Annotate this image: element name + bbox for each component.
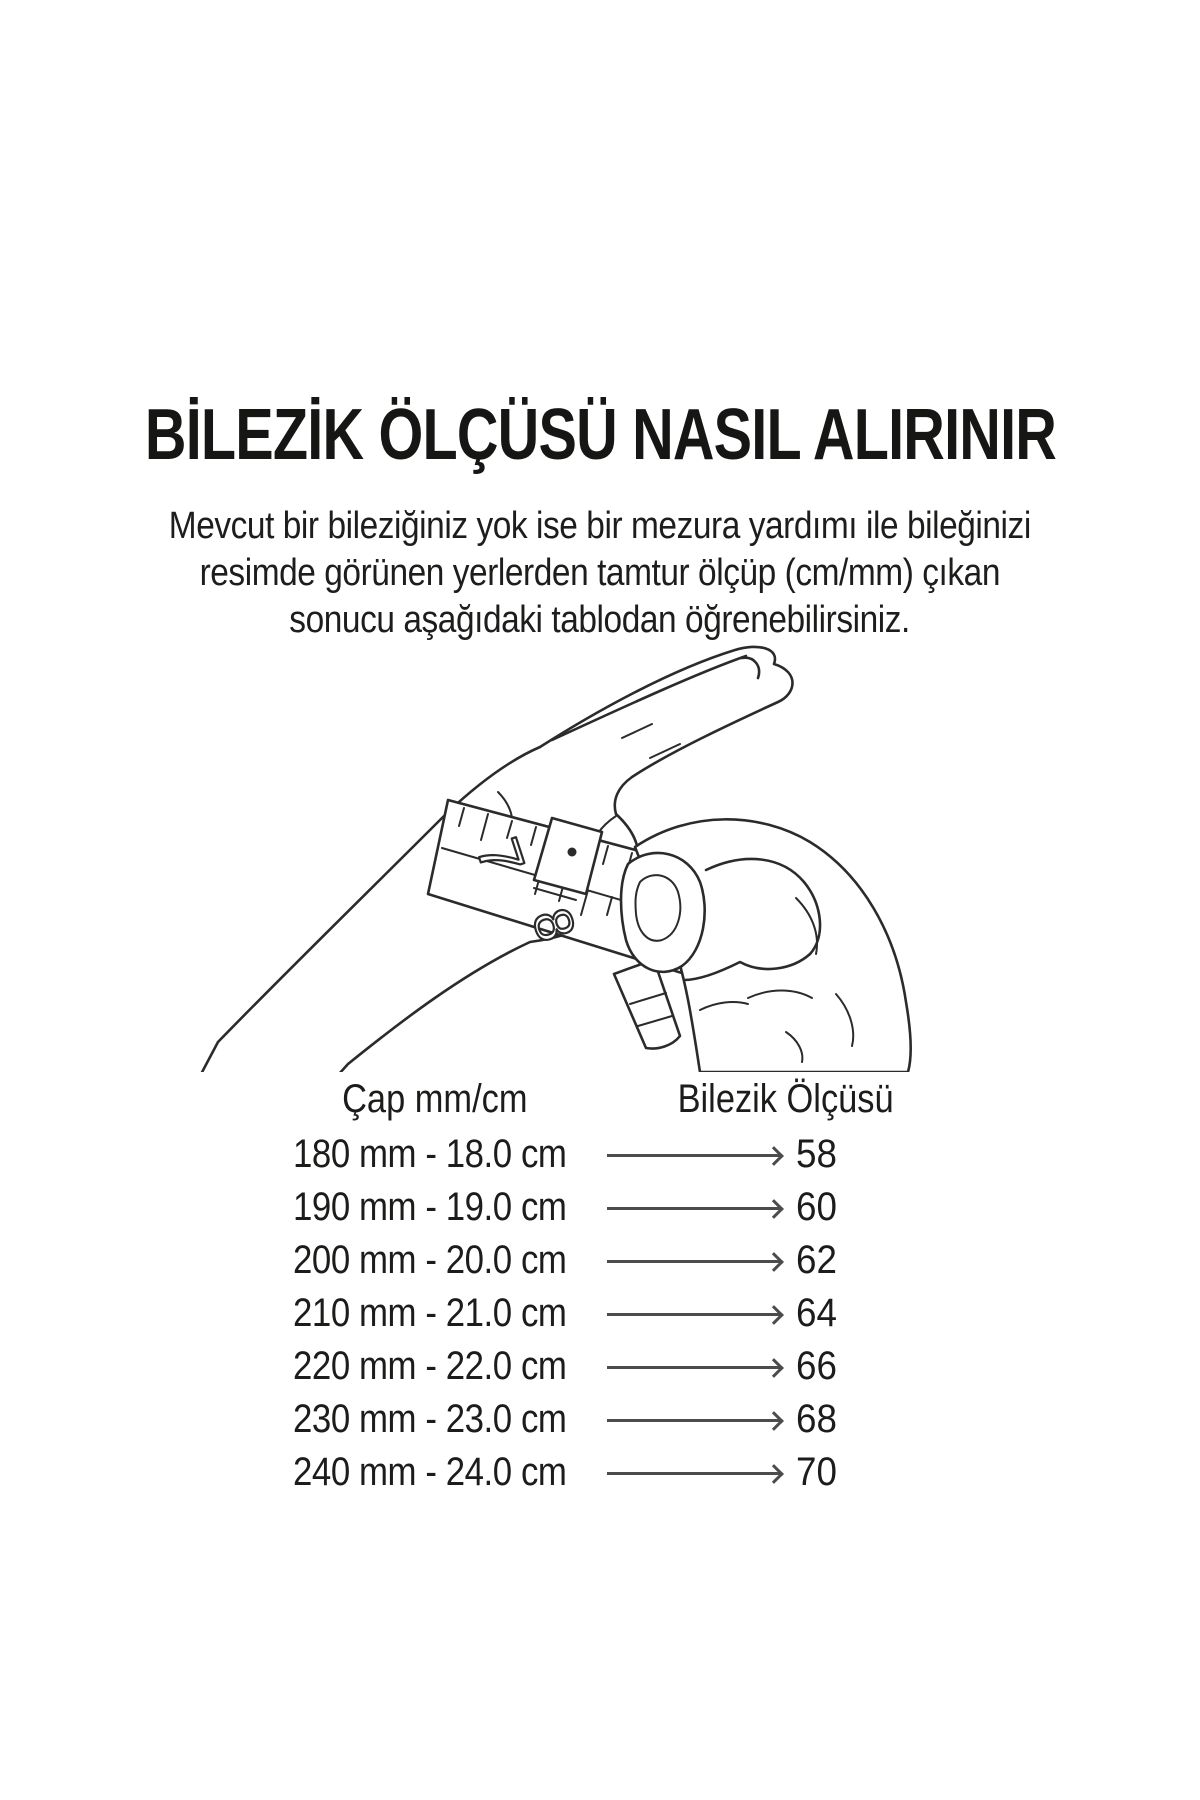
size-value: 64 bbox=[796, 1291, 837, 1335]
arrow-right-icon bbox=[607, 1366, 780, 1369]
diameter-value: 210 mm - 21.0 cm bbox=[293, 1291, 567, 1335]
arrow-right-icon bbox=[607, 1260, 780, 1263]
arrow-right-icon bbox=[607, 1154, 780, 1157]
diameter-value: 200 mm - 20.0 cm bbox=[293, 1238, 567, 1282]
size-value: 70 bbox=[796, 1450, 837, 1494]
table-header-row bbox=[0, 1076, 1200, 1122]
arrow-right-icon bbox=[607, 1313, 780, 1316]
page-title-text: BİLEZİK ÖLÇÜSÜ NASIL ALIRINIR bbox=[144, 395, 1056, 475]
table-row bbox=[293, 1181, 880, 1234]
intro-line-2: resimde görünen yerlerden tamtur ölçüp (cm/mm) çıkan bbox=[199, 552, 1001, 594]
wrist-measuring-illustration bbox=[200, 642, 920, 1072]
diameter-value: 190 mm - 19.0 cm bbox=[293, 1185, 567, 1229]
table-row bbox=[293, 1287, 880, 1340]
intro-line-3: sonucu aşağıdaki tablodan öğrenebilirsiniz. bbox=[289, 599, 911, 641]
arrow-right-icon bbox=[607, 1419, 780, 1422]
tape-number-7: 7 bbox=[463, 830, 538, 883]
table-row bbox=[293, 1340, 880, 1393]
arrow-right-icon bbox=[607, 1472, 780, 1475]
table-row bbox=[293, 1393, 880, 1446]
diameter-value: 240 mm - 24.0 cm bbox=[293, 1450, 567, 1494]
size-value: 62 bbox=[796, 1238, 837, 1282]
intro-line-1: Mevcut bir bileziğiniz yok ise bir mezura yardımı ile bileğinizi bbox=[168, 505, 1032, 547]
arrow-right-icon bbox=[607, 1207, 780, 1210]
table-row bbox=[293, 1446, 880, 1499]
size-value: 60 bbox=[796, 1185, 837, 1229]
table-row bbox=[293, 1234, 880, 1287]
intro-paragraph bbox=[0, 503, 1200, 644]
page-title bbox=[0, 395, 1200, 475]
size-conversion-table bbox=[293, 1128, 880, 1499]
size-value: 58 bbox=[796, 1132, 837, 1176]
table-row bbox=[293, 1128, 880, 1181]
column-header-size: Bilezik Ölçüsü bbox=[677, 1077, 895, 1121]
diameter-value: 220 mm - 22.0 cm bbox=[293, 1344, 567, 1388]
diameter-value: 180 mm - 18.0 cm bbox=[293, 1132, 567, 1176]
tape-number-8: 8 bbox=[520, 901, 587, 949]
size-value: 66 bbox=[796, 1344, 837, 1388]
diameter-value: 230 mm - 23.0 cm bbox=[293, 1397, 567, 1441]
size-value: 68 bbox=[796, 1397, 837, 1441]
column-header-diameter: Çap mm/cm bbox=[342, 1077, 528, 1121]
